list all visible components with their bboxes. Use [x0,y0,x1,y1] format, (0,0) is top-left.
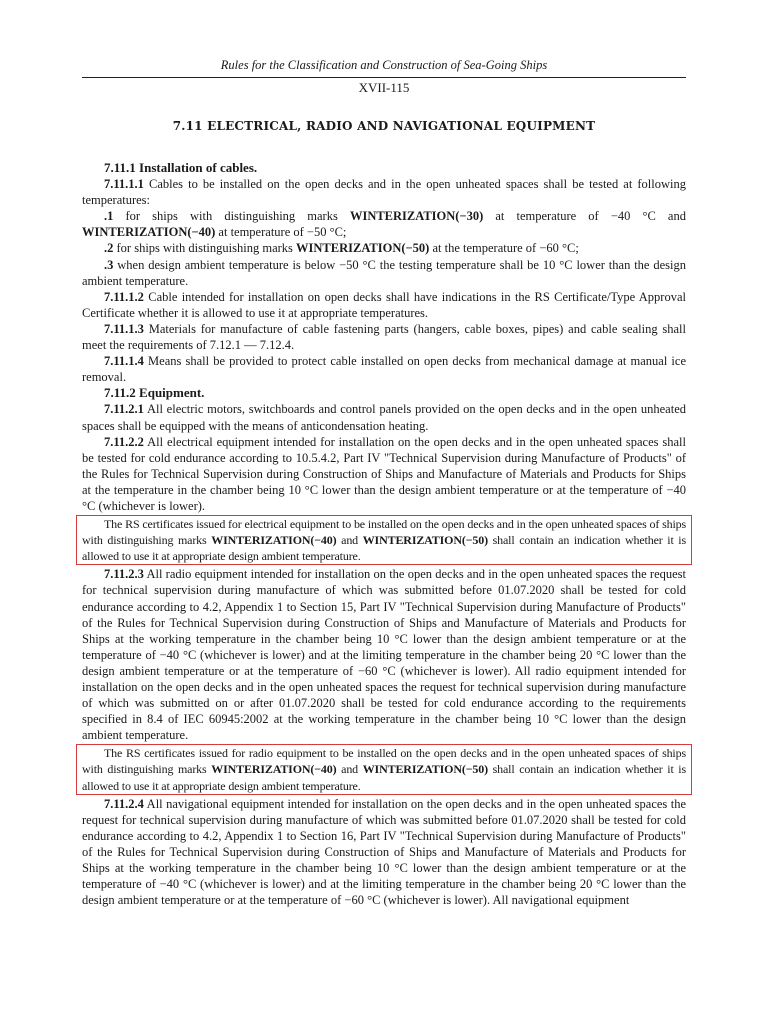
paragraph-7-11-1-4 [82,353,686,385]
heading-equipment [82,385,686,401]
amendment-text-part: shall contain an indication whether it is allowed to use it at appropriate design ambient temperature. [82,533,686,564]
amendment-text-part: The RS certificates issued for radio equipment to be installed on the open decks and in the open unheated spaces of ships with distinguishing marks [82,746,686,777]
amendment-text-part: and [336,762,363,777]
highlighted-amendment-electrical [76,515,692,565]
list-text: at temperature of −50 °C; [215,225,347,240]
paragraph-text: Cable intended for installation on open decks shall have indications in the RS Certificate/Type Approval Certificate whether it is allowed to use it at appropriate temperatures. [82,289,686,320]
paragraph-number: 7.11.1.1 [104,177,144,192]
list-item-2 [82,240,686,256]
heading-text: Equipment. [135,385,205,401]
amendment-text-part: shall contain an indication whether it is allowed to use it at appropriate design ambient temperature. [82,762,686,793]
running-title: Rules for the Classification and Construction of Sea-Going Ships [220,58,548,72]
paragraph-text: All navigational equipment intended for installation on the open decks and in the open unheated spaces the request for technical supervision during manufacture of which was submitted before 01.07.2020 shall be tested for cold endurance according to 4.2, Appendix 1 to Section 16, Part IV "Technical Supervision during Manufacture of Products" of the Rules for Technical Supervision during Construction of Ships and Manufacture of Materials and Products for Ships at the working temperature in the chamber being 10 °C lower than the design ambient temperature or at the temperature of −40 °C (whichever is lower) and at the limiting temperature in the chamber being 20 °C lower than the design ambient temperature or at the temperature of −60 °C (whichever is lower). All navigational equipment [82,796,686,908]
list-text: for ships with distinguishing marks [113,241,297,256]
paragraph-text: Means shall be provided to protect cable installed on open decks from mechanical damage at manual ice removal. [82,354,686,385]
paragraph-number: 7.11.1.3 [104,321,144,336]
heading-number: 7.11.1 [104,160,136,175]
paragraph-7-11-2-1 [82,401,686,433]
paragraph-text: All radio equipment intended for installation on the open decks and in the open unheated spaces the request for technical supervision during manufacture of which was submitted before 01.07.2020 shall be tested for cold endurance according to 4.2, Appendix 1 to Section 15, Part IV "Technical Supervision during Manufacture of Products" of the Rules for Technical Supervision during Construction of Ships and Manufacture of Materials and Products for Ships at the working temperature in the chamber being 10 °C lower than the design ambient temperature or at the temperature of −40 °C (whichever is lower) and at the limiting temperature in the chamber being 20 °C lower than the design ambient temperature or at the temperature of −60 °C (whichever is lower). All radio equipment intended for installation on the open decks and in the open unheated spaces the request for technical supervision during manufacture of which was submitted on or after 01.07.2020 shall be tested for cold endurance according to the requirements specified in 8.4 of IEC 60945:2002 at the working temperature in the chamber being 10 °C lower than the design ambient temperature. [82,567,686,743]
distinguishing-mark: WINTERIZATION(−40) [82,225,216,240]
amendment-text-part: and [336,533,363,548]
highlighted-amendment-radio [76,744,692,794]
section-title: 7.11 ELECTRICAL, RADIO AND NAVIGATIONAL EQUIPMENT [172,119,596,133]
paragraph-7-11-1-3 [82,321,686,353]
heading-installation-of-cables [82,160,686,176]
paragraph-number: 7.11.2.2 [104,434,144,449]
paragraph-text: All electric motors, switchboards and control panels provided on the open decks and in the open unheated spaces shall be equipped with the means of anticondensation heating. [82,402,686,433]
page-number: XVII-115 [358,80,410,95]
list-text: when design ambient temperature is below −50 °C the testing temperature shall be 10 °C lower than the design ambient temperature. [82,257,686,288]
list-text: for ships with distinguishing marks [113,209,350,224]
paragraph-number: 7.11.1.2 [104,289,144,304]
distinguishing-mark: WINTERIZATION(−30) [349,209,484,224]
paragraph-number: 7.11.1.4 [104,354,144,369]
distinguishing-mark: WINTERIZATION(−40) [211,762,337,777]
amendment-text [82,745,686,793]
paragraph-text: Cables to be installed on the open decks and in the open unheated spaces shall be tested at following temperatures: [82,177,686,208]
distinguishing-mark: WINTERIZATION(−50) [362,762,488,777]
distinguishing-mark: WINTERIZATION(−40) [211,533,337,548]
list-number: .1 [104,209,114,224]
list-item-1 [82,208,686,240]
heading-number: 7.11.2 [104,385,136,401]
list-text: at temperature of −40 °C and [483,209,686,224]
heading-text: Installation of cables. [135,160,258,175]
paragraph-7-11-2-2 [82,434,686,514]
distinguishing-mark: WINTERIZATION(−50) [362,533,488,548]
paragraph-7-11-1-2 [82,289,686,321]
list-number: .2 [104,241,114,256]
amendment-text [82,516,686,564]
paragraph-text: Materials for manufacture of cable fastening parts (hangers, cable boxes, pipes) and cable sealing shall meet the requirements of 7.12.1 — 7.12.4. [82,321,686,353]
list-text: at the temperature of −60 °C; [429,241,579,256]
list-item-3 [82,257,686,289]
paragraph-text: All electrical equipment intended for installation on the open decks and in the open unheated spaces shall be tested for cold endurance according to 10.5.4.2, Part IV "Technical Supervision during Manufacture of Products" of the Rules for Technical Supervision during Construction of Ships and Manufacture of Materials and Products for Ships at the temperature in the chamber being 10 °C lower than the design ambient temperature or at the temperature of −40 °C (whichever is lower). [82,434,686,513]
paragraph-7-11-1-1 [82,176,686,208]
paragraph-7-11-2-3 [82,566,686,743]
header-rule [82,77,686,78]
paragraph-number: 7.11.2.4 [104,796,144,811]
distinguishing-mark: WINTERIZATION(−50) [296,241,430,256]
paragraph-7-11-2-4 [82,796,686,909]
paragraph-number: 7.11.2.1 [104,402,144,417]
amendment-text-part: The RS certificates issued for electrical equipment to be installed on the open decks and in the open unheated spaces of ships with distinguishing marks [82,517,686,548]
list-number: .3 [104,257,114,272]
body-text [82,160,686,908]
paragraph-number: 7.11.2.3 [104,567,144,582]
